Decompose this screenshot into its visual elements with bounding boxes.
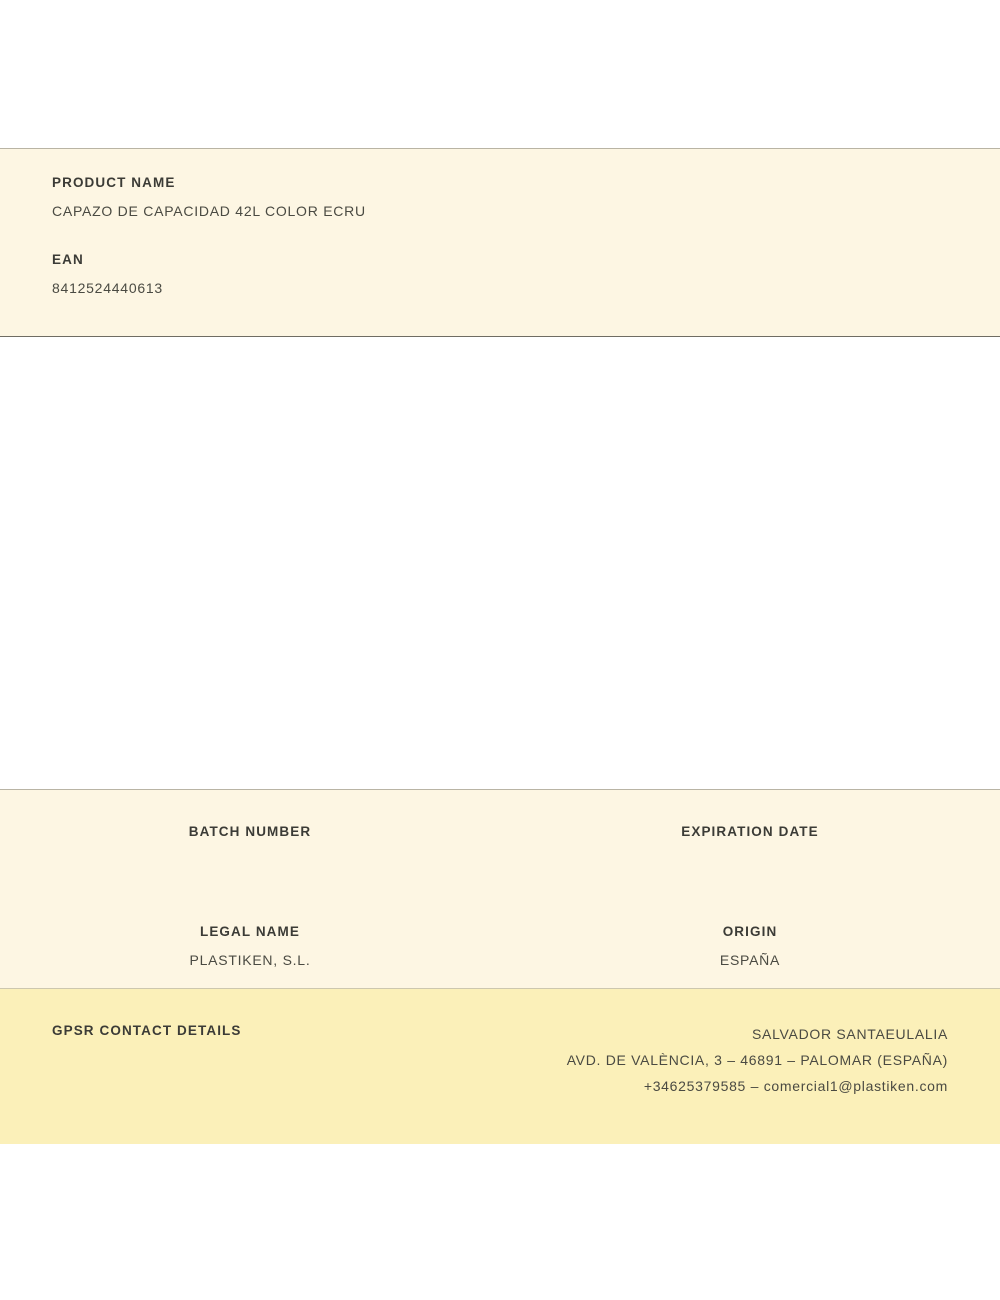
expiration-date-field [500, 824, 1000, 868]
legal-origin-row [0, 868, 1000, 969]
product-name-value: CAPAZO DE CAPACIDAD 42L COLOR ECRU [52, 203, 366, 220]
gpsr-contact-person: SALVADOR SANTAEULALIA [752, 1026, 948, 1042]
legal-name-label: LEGAL NAME [199, 924, 300, 940]
gpsr-contact-block [0, 989, 1000, 1144]
batch-expiration-row [0, 790, 1000, 868]
legal-name-field [0, 924, 500, 969]
gpsr-contact-title: GPSR CONTACT DETAILS [52, 1023, 242, 1038]
batch-number-value [0, 852, 500, 868]
origin-label: ORIGIN [722, 924, 778, 940]
gpsr-contact-address: AVD. DE VALÈNCIA, 3 – 46891 – PALOMAR (ESPAÑA) [566, 1052, 948, 1068]
batch-number-label: BATCH NUMBER [188, 824, 312, 839]
product-identification-block [0, 148, 1000, 337]
expiration-date-label: EXPIRATION DATE [681, 824, 819, 839]
product-name-label: PRODUCT NAME [52, 175, 176, 190]
legal-name-value: PLASTIKEN, S.L. [189, 952, 311, 969]
page-footer-blank [0, 1144, 1000, 1300]
origin-value: ESPAÑA [719, 952, 781, 969]
gpsr-contact-lines [567, 1021, 948, 1099]
ean-field [52, 252, 948, 297]
origin-field [500, 924, 1000, 969]
ean-value: 8412524440613 [52, 280, 163, 297]
ean-label: EAN [52, 251, 84, 267]
batch-number-field [0, 824, 500, 868]
gpsr-contact-phone-email: +34625379585 – comercial1@plastiken.com [643, 1078, 948, 1094]
expiration-date-value [500, 852, 1000, 868]
product-name-field [52, 175, 948, 220]
blank-content-area [0, 337, 1000, 789]
batch-legal-info-block [0, 789, 1000, 989]
